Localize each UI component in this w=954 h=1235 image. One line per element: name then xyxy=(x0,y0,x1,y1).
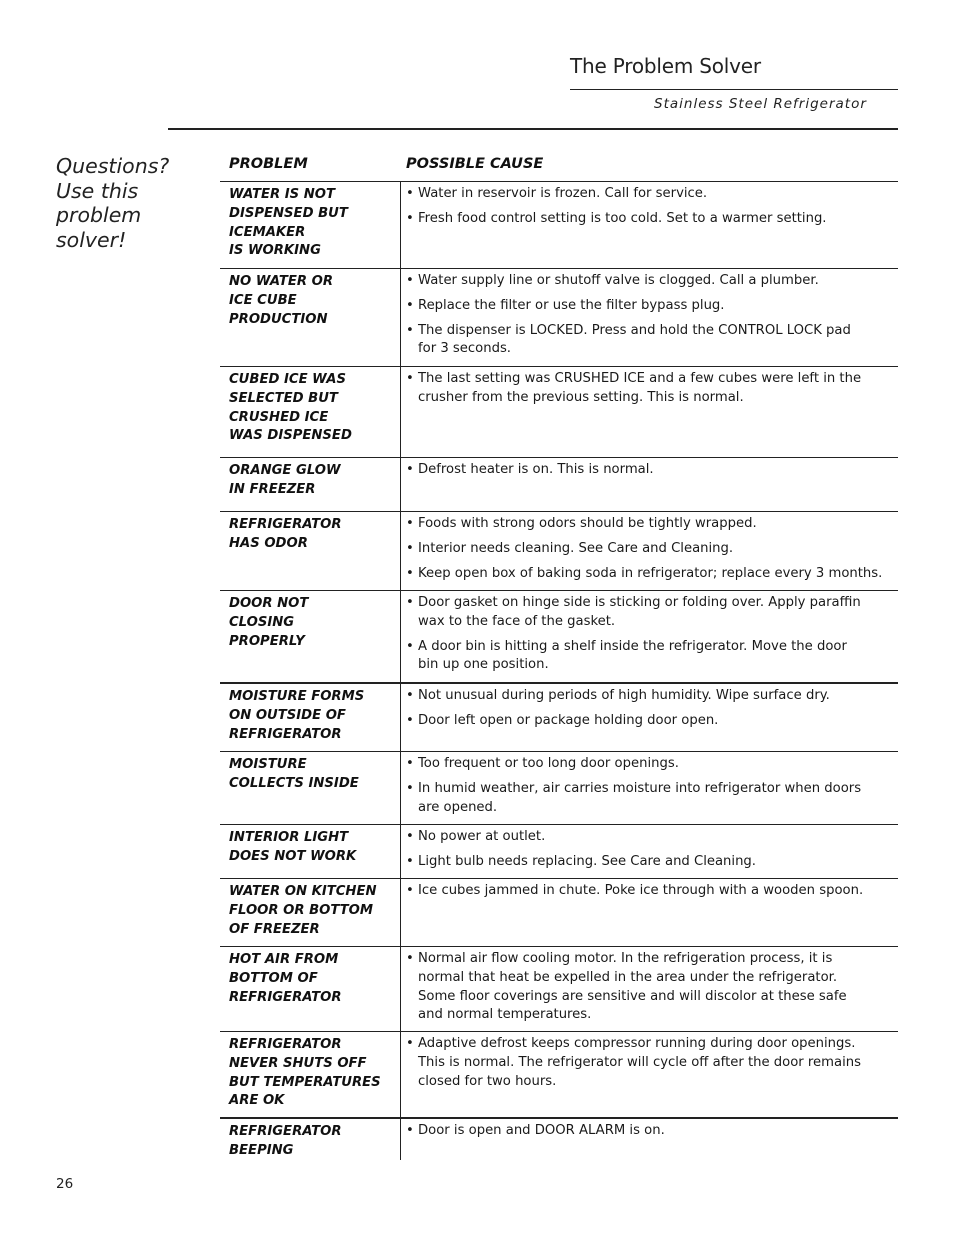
cause-line: Some floor coverings are sensitive and will discolor at these safe xyxy=(418,988,847,1004)
problem-line: ICEMAKER xyxy=(229,224,306,240)
cause-line: • Door gasket on hinge side is sticking or folding over. Apply paraffin xyxy=(418,595,861,610)
sidebar-line: Questions? xyxy=(56,154,170,178)
cause-cell xyxy=(406,950,898,1031)
table-row xyxy=(220,878,898,946)
cause-line: • Ice cubes jammed in chute. Poke ice through with a wooden spoon. xyxy=(418,883,864,898)
column-divider xyxy=(400,182,401,268)
problem-line: REFRIGERATOR xyxy=(229,726,342,742)
column-divider xyxy=(400,1119,401,1160)
column-divider xyxy=(400,367,401,457)
cause-line: • Door left open or package holding door open. xyxy=(418,712,719,728)
problem-line: DOOR NOT xyxy=(229,596,309,611)
column-divider xyxy=(400,947,401,1031)
cause-item xyxy=(406,515,898,534)
cause-line: crusher from the previous setting. This is normal. xyxy=(418,389,744,405)
problem-line: CRUSHED ICE xyxy=(229,409,329,425)
problem-line: IN FREEZER xyxy=(229,481,316,497)
problem-line: ON OUTSIDE OF xyxy=(229,707,346,723)
sidebar-line: problem xyxy=(56,203,142,227)
column-divider xyxy=(400,1032,401,1117)
column-divider xyxy=(400,512,401,590)
problem-line: BEEPING xyxy=(229,1142,294,1158)
problem-cell xyxy=(229,829,394,867)
cause-line: • Water supply line or shutoff valve is clogged. Call a plumber. xyxy=(418,273,819,288)
cause-line: • Fresh food control setting is too cold. Set to a warmer setting. xyxy=(418,210,827,226)
cause-line: normal that heat be expelled in the area under the refrigerator. xyxy=(418,969,838,985)
table-row xyxy=(220,824,898,878)
cause-item xyxy=(406,461,898,480)
cause-item xyxy=(406,370,898,408)
sidebar-heading xyxy=(56,154,206,252)
problem-line: MOISTURE xyxy=(229,757,307,772)
cause-item xyxy=(406,272,898,291)
cause-item xyxy=(406,853,898,872)
cause-item xyxy=(406,185,898,204)
table-row xyxy=(220,590,898,682)
problem-line: CLOSING xyxy=(229,614,295,630)
cause-item xyxy=(406,210,898,229)
table-row xyxy=(220,181,898,268)
table-body xyxy=(220,181,898,1160)
sidebar-line: solver! xyxy=(56,227,127,252)
problem-line: SELECTED BUT xyxy=(229,390,338,406)
problem-line: DISPENSED BUT xyxy=(229,205,348,221)
cause-line: • Water in reservoir is frozen. Call for service. xyxy=(418,186,708,201)
table-row xyxy=(220,1031,898,1117)
problem-line: HOT AIR FROM xyxy=(229,952,339,967)
problem-line: WATER IS NOT xyxy=(229,187,336,202)
cause-line: • Replace the filter or use the filter bypass plug. xyxy=(418,297,725,313)
cause-item xyxy=(406,882,898,901)
problem-line: NO WATER OR xyxy=(229,274,333,289)
problem-line: OF FREEZER xyxy=(229,921,320,937)
cause-line: • Light bulb needs replacing. See Care and Cleaning. xyxy=(418,853,756,869)
table-header xyxy=(220,152,898,181)
problem-line: PRODUCTION xyxy=(229,311,328,327)
problem-line: IS WORKING xyxy=(229,243,321,259)
section-divider xyxy=(168,128,898,130)
cause-item xyxy=(406,828,898,847)
cause-item xyxy=(406,322,898,360)
column-divider xyxy=(400,684,401,751)
column-divider xyxy=(400,825,401,878)
table-row xyxy=(220,511,898,590)
cause-line: • Door is open and DOOR ALARM is on. xyxy=(418,1123,665,1138)
table-row xyxy=(220,457,898,511)
cause-line: • Defrost heater is on. This is normal. xyxy=(418,462,654,477)
problem-line: PROPERLY xyxy=(229,633,305,649)
cause-cell xyxy=(406,515,898,589)
problem-line: REFRIGERATOR xyxy=(229,1037,342,1052)
page-title: The Problem Solver xyxy=(570,54,761,78)
cause-item xyxy=(406,1035,898,1091)
problem-line: ARE OK xyxy=(229,1093,285,1109)
cause-line: • Keep open box of baking soda in refrigerator; replace every 3 months. xyxy=(418,565,883,581)
column-divider xyxy=(400,591,401,682)
cause-line: • In humid weather, air carries moisture into refrigerator when doors xyxy=(418,780,862,796)
problem-cell xyxy=(229,462,394,500)
problem-line: REFRIGERATOR xyxy=(229,517,342,532)
cause-line: • Adaptive defrost keeps compressor running during door openings. xyxy=(418,1036,856,1051)
problem-line: REFRIGERATOR xyxy=(229,1124,342,1139)
cause-line: are opened. xyxy=(418,799,498,815)
problem-cell xyxy=(229,1036,394,1111)
cause-item xyxy=(406,540,898,559)
problem-line: WAS DISPENSED xyxy=(229,428,352,444)
problem-cell xyxy=(229,1123,394,1161)
cause-line: and normal temperatures. xyxy=(418,1007,592,1023)
table-row xyxy=(220,751,898,824)
cause-item xyxy=(406,687,898,706)
table-row xyxy=(220,366,898,457)
cause-line: • A door bin is hitting a shelf inside the refrigerator. Move the door xyxy=(418,638,847,654)
page-number: 26 xyxy=(56,1176,74,1192)
column-header-possible-cause: POSSIBLE CAUSE xyxy=(406,156,544,172)
cause-item xyxy=(406,780,898,818)
problem-line: WATER ON KITCHEN xyxy=(229,884,377,899)
table-row xyxy=(220,1117,898,1160)
problem-cell xyxy=(229,688,394,744)
cause-line: This is normal. The refrigerator will cycle off after the door remains xyxy=(418,1054,861,1070)
problem-line: FLOOR OR BOTTOM xyxy=(229,902,373,918)
cause-item xyxy=(406,755,898,774)
cause-cell xyxy=(406,1035,898,1097)
cause-line: • Too frequent or too long door openings. xyxy=(418,756,679,771)
cause-line: wax to the face of the gasket. xyxy=(418,613,616,629)
cause-item xyxy=(406,1122,898,1141)
cause-line: • No power at outlet. xyxy=(418,829,546,844)
cause-item xyxy=(406,712,898,731)
column-divider xyxy=(400,752,401,824)
column-divider xyxy=(400,269,401,366)
problem-line: ORANGE GLOW xyxy=(229,463,341,478)
sidebar-line: Use this xyxy=(56,178,139,203)
problem-line: BOTTOM OF xyxy=(229,970,318,986)
problem-cell xyxy=(229,273,394,329)
problem-solver-table xyxy=(220,152,898,1160)
cause-item xyxy=(406,594,898,632)
cause-cell xyxy=(406,1122,898,1147)
problem-cell xyxy=(229,883,394,939)
page-subtitle: Stainless Steel Refrigerator xyxy=(654,96,867,112)
table-row xyxy=(220,268,898,366)
column-header-problem: PROBLEM xyxy=(229,156,308,172)
problem-cell xyxy=(229,186,394,261)
cause-line: • Normal air flow cooling motor. In the refrigeration process, it is xyxy=(418,951,833,966)
problem-line: REFRIGERATOR xyxy=(229,989,342,1005)
cause-line: • Not unusual during periods of high humidity. Wipe surface dry. xyxy=(418,688,830,703)
cause-line: bin up one position. xyxy=(418,657,549,673)
problem-line: CUBED ICE WAS xyxy=(229,372,346,387)
column-divider xyxy=(400,879,401,946)
cause-line: closed for two hours. xyxy=(418,1073,557,1089)
cause-item xyxy=(406,950,898,1025)
cause-cell xyxy=(406,185,898,235)
cause-item xyxy=(406,638,898,676)
cause-item xyxy=(406,297,898,316)
problem-line: BUT TEMPERATURES xyxy=(229,1074,381,1090)
cause-cell xyxy=(406,594,898,681)
problem-line: ICE CUBE xyxy=(229,292,297,308)
cause-cell xyxy=(406,687,898,737)
table-row xyxy=(220,682,898,751)
cause-line: • The dispenser is LOCKED. Press and hold the CONTROL LOCK pad xyxy=(418,322,851,338)
cause-line: • Interior needs cleaning. See Care and Cleaning. xyxy=(418,540,734,556)
problem-cell xyxy=(229,371,394,446)
cause-line: • The last setting was CRUSHED ICE and a few cubes were left in the xyxy=(418,371,862,386)
problem-line: DOES NOT WORK xyxy=(229,848,357,864)
problem-cell xyxy=(229,516,394,554)
column-divider xyxy=(400,458,401,511)
cause-cell xyxy=(406,461,898,486)
cause-cell xyxy=(406,370,898,414)
cause-cell xyxy=(406,882,898,907)
problem-cell xyxy=(229,951,394,1007)
problem-line: MOISTURE FORMS xyxy=(229,689,365,704)
cause-cell xyxy=(406,272,898,365)
problem-cell xyxy=(229,756,394,794)
header-rule xyxy=(570,89,898,90)
table-row xyxy=(220,946,898,1031)
problem-line: NEVER SHUTS OFF xyxy=(229,1055,367,1071)
problem-line: HAS ODOR xyxy=(229,535,308,551)
cause-cell xyxy=(406,755,898,823)
cause-line: for 3 seconds. xyxy=(418,341,512,357)
cause-line: • Foods with strong odors should be tightly wrapped. xyxy=(418,516,757,531)
problem-line: COLLECTS INSIDE xyxy=(229,775,359,791)
problem-cell xyxy=(229,595,394,651)
cause-item xyxy=(406,565,898,584)
cause-cell xyxy=(406,828,898,878)
problem-line: INTERIOR LIGHT xyxy=(229,830,349,845)
